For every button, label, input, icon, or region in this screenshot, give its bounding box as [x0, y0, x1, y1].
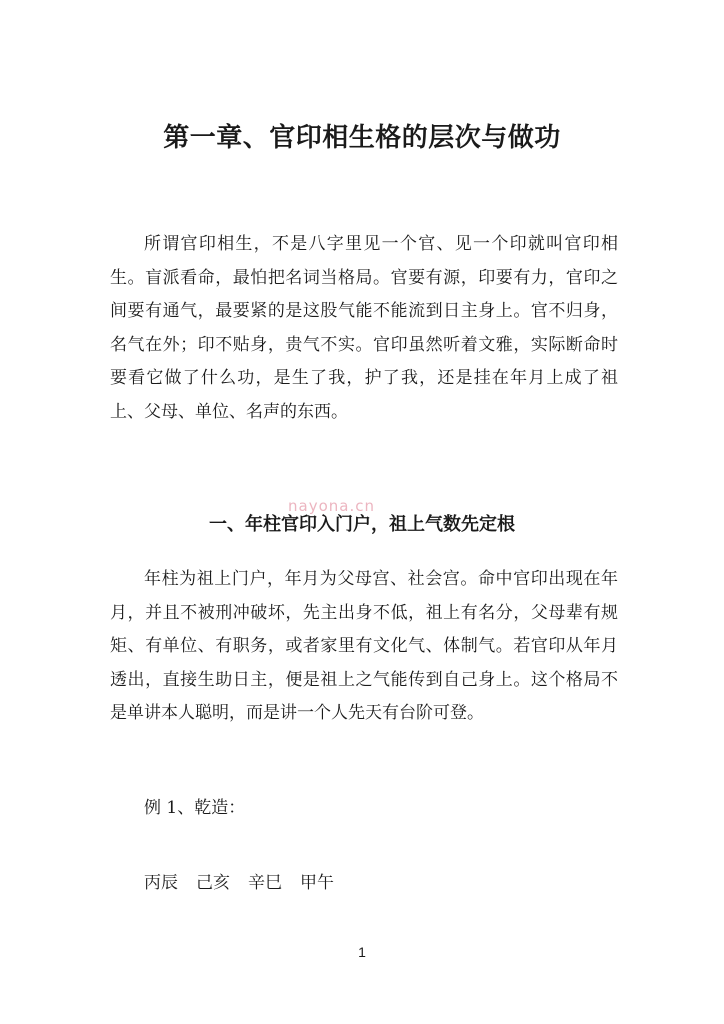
section-paragraph: 年柱为祖上门户，年月为父母宫、社会宫。命中官印出现在年月，并且不被刑冲破坏，先主出身不低，祖上有名分，父母辈有规矩、有单位、有职务，或者家里有文化气、体制气。若官印从年月透出，直接生助日主，便是祖上之气能传到自己身上。这个格局不是单讲本人聪明，而是讲一个人先天有台阶可登。 [110, 569, 618, 724]
page-number: 1 [358, 944, 366, 960]
hour-pillar: 甲午 [300, 873, 334, 893]
watermark-text: nayona.cn [288, 497, 375, 515]
year-pillar: 丙辰 [144, 873, 178, 893]
chapter-title: 第一章、官印相生格的层次与做功 [163, 123, 561, 153]
month-pillar: 己亥 [196, 873, 230, 893]
bazi-pillars-row [144, 867, 334, 899]
day-pillar: 辛巳 [248, 873, 282, 893]
example-label: 例 1、乾造： [144, 798, 246, 818]
section-heading: 一、年柱官印入门户，祖上气数先定根 [209, 514, 515, 535]
intro-paragraph: 所谓官印相生，不是八字里见一个官、见一个印就叫官印相生。盲派看命，最怕把名词当格局。官要有源，印要有力，官印之间要有通气，最要紧的是这股气能不能流到日主身上。官不归身，名气在外；印不贴身，贵气不实。官印虽然听着文雅，实际断命时要看它做了什么功，是生了我，护了我，还是挂在年月上成了祖上、父母、单位、名声的东西。 [110, 234, 618, 422]
